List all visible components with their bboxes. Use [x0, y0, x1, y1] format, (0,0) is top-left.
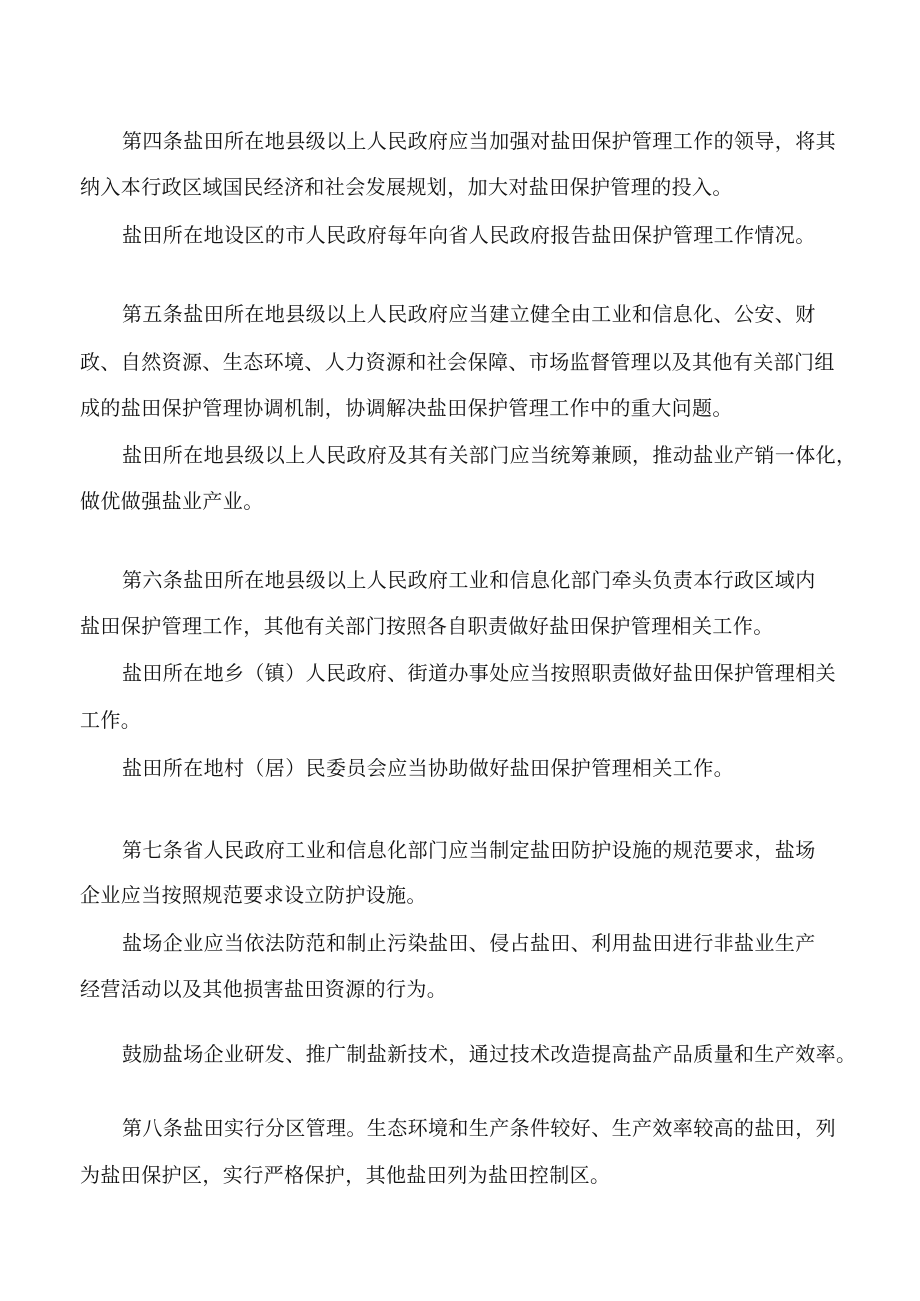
article-8-line-2: 为盐田保护区，实行严格保护，其他盐田列为盐田控制区。 — [80, 1163, 611, 1187]
article-6-paragraph-3: 盐田所在地村（居）民委员会应当协助做好盐田保护管理相关工作。 — [122, 756, 734, 780]
article-6-paragraph-2-line-2: 工作。 — [80, 708, 142, 732]
article-5-line-1: 第五条盐田所在地县级以上人民政府应当建立健全由工业和信息化、公安、财 — [122, 302, 816, 326]
article-7-line-2: 企业应当按照规范要求设立防护设施。 — [80, 883, 427, 907]
article-6-line-2: 盐田保护管理工作，其他有关部门按照各自职责做好盐田保护管理相关工作。 — [80, 614, 774, 638]
article-7-paragraph-2-line-1: 盐场企业应当依法防范和制止污染盐田、侵占盐田、利用盐田进行非盐业生产 — [122, 931, 816, 955]
article-4-line-2: 纳入本行政区域国民经济和社会发展规划，加大对盐田保护管理的投入。 — [80, 175, 733, 199]
article-8-line-1: 第八条盐田实行分区管理。生态环境和生产条件较好、生产效率较高的盐田，列 — [122, 1116, 836, 1140]
article-6-line-1: 第六条盐田所在地县级以上人民政府工业和信息化部门牵头负责本行政区域内 — [122, 568, 816, 592]
article-4-paragraph-2: 盐田所在地设区的市人民政府每年向省人民政府报告盐田保护管理工作情况。 — [122, 223, 816, 247]
article-5-paragraph-2-line-1: 盐田所在地县级以上人民政府及其有关部门应当统筹兼顾，推动盐业产销一体化， — [122, 443, 857, 467]
article-4-line-1: 第四条盐田所在地县级以上人民政府应当加强对盐田保护管理工作的领导，将其 — [122, 129, 836, 153]
article-6-paragraph-2-line-1: 盐田所在地乡（镇）人民政府、街道办事处应当按照职责做好盐田保护管理相关 — [122, 661, 836, 685]
article-5-line-3: 成的盐田保护管理协调机制，协调解决盐田保护管理工作中的重大问题。 — [80, 396, 733, 420]
article-7-paragraph-3: 鼓励盐场企业研发、推广制盐新技术，通过技术改造提高盐产品质量和生产效率。 — [122, 1042, 857, 1066]
article-7-paragraph-2-line-2: 经营活动以及其他损害盐田资源的行为。 — [80, 977, 448, 1001]
article-5-paragraph-2-line-2: 做优做强盐业产业。 — [80, 489, 264, 513]
article-5-line-2: 政、自然资源、生态环境、人力资源和社会保障、市场监督管理以及其他有关部门组 — [80, 350, 835, 374]
article-7-line-1: 第七条省人民政府工业和信息化部门应当制定盐田防护设施的规范要求，盐场 — [122, 838, 816, 862]
